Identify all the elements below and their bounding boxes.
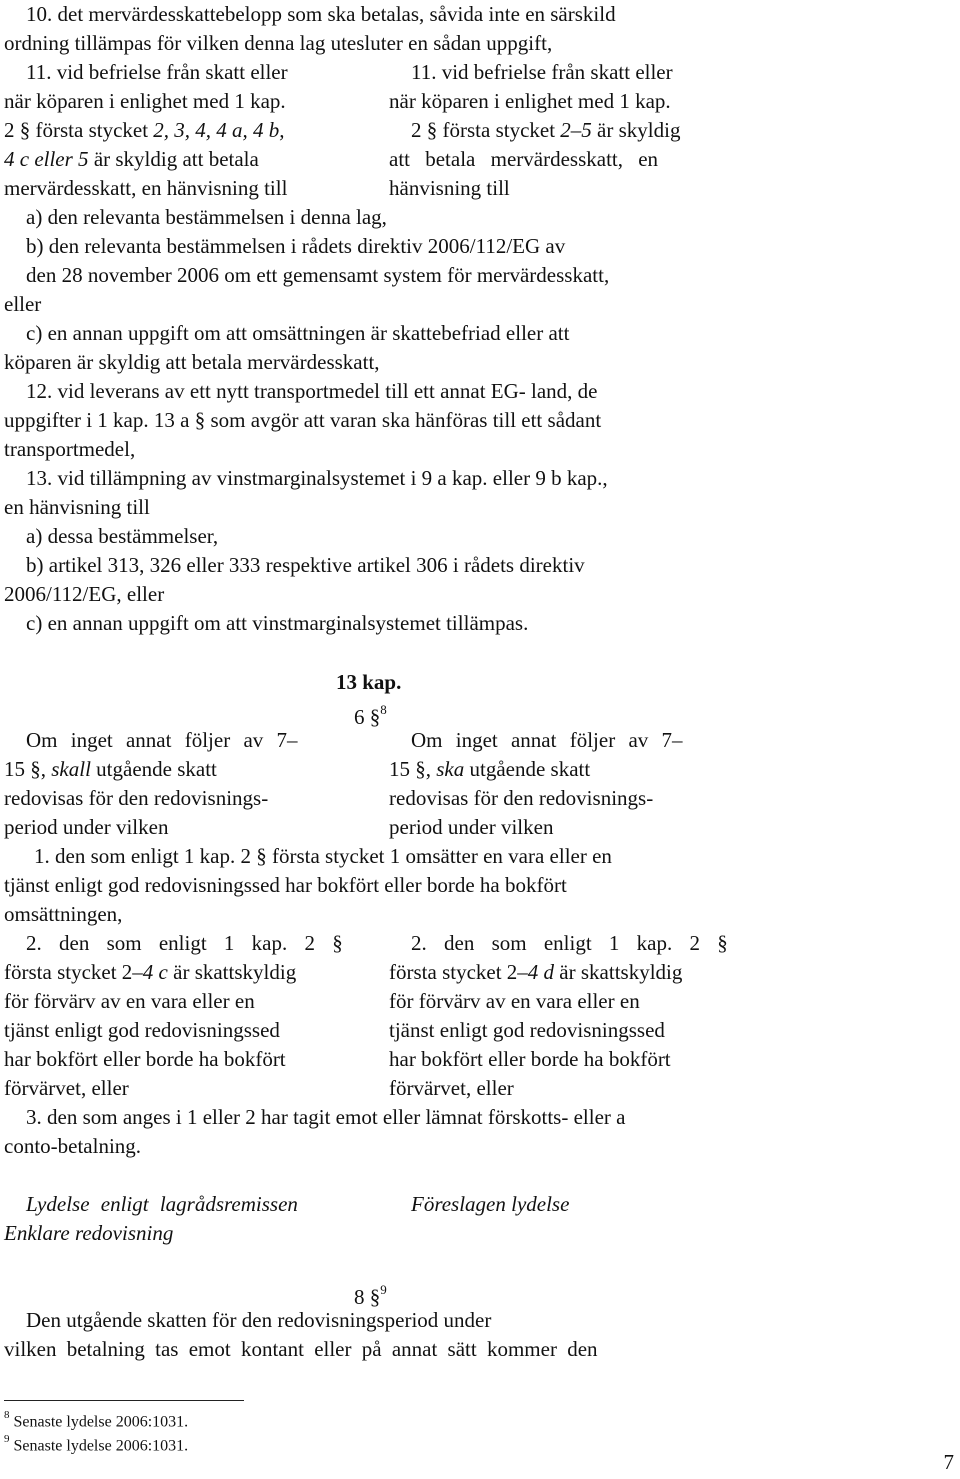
p11-item-c2: köparen är skyldig att betala mervärdesskatt, bbox=[4, 350, 380, 374]
sec6-item2-left-line5: har bokfört eller borde ha bokfört bbox=[4, 1047, 286, 1071]
p11-item-b1: b) den relevanta bestämmelsen i rådets direktiv 2006/112/EG av bbox=[26, 234, 566, 258]
sec6-right-line1: Om inget annat följer av 7– bbox=[411, 728, 683, 752]
footnote-9-number: 9 bbox=[4, 1433, 10, 1445]
p11-item-b3: eller bbox=[4, 292, 42, 316]
p13-line1: 13. vid tillämpning av vinstmarginalsystemet i 9 a kap. eller 9 b kap., bbox=[26, 466, 608, 490]
section-6-label: 6 § bbox=[354, 705, 381, 729]
sec6-item2-right-line6: förvärvet, eller bbox=[389, 1076, 514, 1100]
p11-right-line4: att betala mervärdesskatt, en bbox=[389, 147, 659, 171]
sec6-right-line2: 15 §, ska utgående skatt bbox=[389, 757, 591, 781]
p11-left-line3: 2 § första stycket 2, 3, 4, 4 a, 4 b, bbox=[4, 118, 285, 142]
sec6-left-line4: period under vilken bbox=[4, 815, 169, 839]
p12-line1: 12. vid leverans av ett nytt transportmedel till ett annat EG- land, de bbox=[26, 379, 598, 403]
p11-left-line1: 11. vid befrielse från skatt eller bbox=[26, 60, 288, 84]
sec8-line1: Den utgående skatten för den redovisningsperiod under bbox=[26, 1308, 492, 1332]
subheading-enklare-redovisning: Enklare redovisning bbox=[4, 1221, 174, 1245]
footnote-ref-9: 9 bbox=[380, 1282, 387, 1297]
sec6-item2-left-line1: 2. den som enligt 1 kap. 2 § bbox=[26, 931, 343, 955]
p13-item-b1: b) artikel 313, 326 eller 333 respektive artikel 306 i rådets direktiv bbox=[26, 553, 585, 577]
footnote-9-text: Senaste lydelse 2006:1031. bbox=[13, 1437, 189, 1455]
sec6-item2-left-line4: tjänst enligt god redovisningssed bbox=[4, 1018, 280, 1042]
p12-line3: transportmedel, bbox=[4, 437, 136, 461]
p11-left-line4: 4 c eller 5 är skyldig att betala bbox=[4, 147, 259, 171]
sec6-item2-left-line2: första stycket 2–4 c är skattskyldig bbox=[4, 960, 297, 984]
p11-item-a: a) den relevanta bestämmelsen i denna lag, bbox=[26, 205, 387, 229]
sec6-item2-right-line5: har bokfört eller borde ha bokfört bbox=[389, 1047, 671, 1071]
sec6-item1-line3: omsättningen, bbox=[4, 902, 123, 926]
sec6-item2-right-line1: 2. den som enligt 1 kap. 2 § bbox=[411, 931, 728, 955]
footnote-divider bbox=[4, 1400, 244, 1401]
sec6-item1-line1: 1. den som enligt 1 kap. 2 § första stycket 1 omsätter en vara eller en bbox=[34, 844, 612, 868]
p11-right-line3: 2 § första stycket 2–5 är skyldig bbox=[411, 118, 681, 142]
label-lagradsremissen: Lydelse enligt lagrådsremissen bbox=[26, 1192, 298, 1216]
sec6-left-line1: Om inget annat följer av 7– bbox=[26, 728, 298, 752]
p13-item-b2: 2006/112/EG, eller bbox=[4, 582, 165, 606]
sec6-left-line3: redovisas för den redovisnings- bbox=[4, 786, 269, 810]
sec6-right-line4: period under vilken bbox=[389, 815, 554, 839]
p13-item-c: c) en annan uppgift om att vinstmarginalsystemet tillämpas. bbox=[26, 611, 529, 635]
sec6-item3-line1: 3. den som anges i 1 eller 2 har tagit emot eller lämnat förskotts- eller a bbox=[26, 1105, 626, 1129]
p12-line2: uppgifter i 1 kap. 13 a § som avgör att varan ska hänföras till ett sådant bbox=[4, 408, 602, 432]
footnote-ref-8: 8 bbox=[380, 702, 387, 717]
p13-item-a: a) dessa bestämmelser, bbox=[26, 524, 219, 548]
sec6-item2-left-line3: för förvärv av en vara eller en bbox=[4, 989, 255, 1013]
sec6-right-line3: redovisas för den redovisnings- bbox=[389, 786, 654, 810]
p11-left-line2: när köparen i enlighet med 1 kap. bbox=[4, 89, 286, 113]
sec6-item3-line2: conto-betalning. bbox=[4, 1134, 142, 1158]
chapter-title: 13 kap. bbox=[336, 670, 402, 694]
sec6-item2-right-line2: första stycket 2–4 d är skattskyldig bbox=[389, 960, 683, 984]
p11-item-c1: c) en annan uppgift om att omsättningen är skattebefriad eller att bbox=[26, 321, 570, 345]
sec6-item1-line2: tjänst enligt god redovisningssed har bokfört eller borde ha bokfört bbox=[4, 873, 567, 897]
sec6-item2-left-line6: förvärvet, eller bbox=[4, 1076, 129, 1100]
sec6-item2-right-line3: för förvärv av en vara eller en bbox=[389, 989, 640, 1013]
footnote-8-number: 8 bbox=[4, 1409, 10, 1421]
p10-line1: 10. det mervärdesskattebelopp som ska betalas, såvida inte en särskild bbox=[26, 2, 616, 26]
section-6-heading bbox=[354, 697, 387, 732]
section-8-label: 8 § bbox=[354, 1285, 381, 1309]
p13-line2: en hänvisning till bbox=[4, 495, 150, 519]
p11-right-line1: 11. vid befrielse från skatt eller bbox=[411, 60, 673, 84]
p11-right-line2: när köparen i enlighet med 1 kap. bbox=[389, 89, 671, 113]
footnote-8-text: Senaste lydelse 2006:1031. bbox=[13, 1413, 189, 1431]
sec8-line2: vilken betalning tas emot kontant eller på annat sätt kommer den bbox=[4, 1337, 598, 1361]
footnote-9 bbox=[4, 1430, 188, 1457]
sec6-item2-right-line4: tjänst enligt god redovisningssed bbox=[389, 1018, 665, 1042]
sec6-left-line2: 15 §, skall utgående skatt bbox=[4, 757, 217, 781]
label-foreslagen-lydelse: Föreslagen lydelse bbox=[411, 1192, 570, 1216]
p11-right-line5: hänvisning till bbox=[389, 176, 510, 200]
p11-left-line5: mervärdesskatt, en hänvisning till bbox=[4, 176, 288, 200]
p11-item-b2: den 28 november 2006 om ett gemensamt system för mervärdesskatt, bbox=[26, 263, 610, 287]
p10-line2: ordning tillämpas för vilken denna lag utesluter en sådan uppgift, bbox=[4, 31, 553, 55]
page-number: 7 bbox=[943, 1450, 954, 1474]
